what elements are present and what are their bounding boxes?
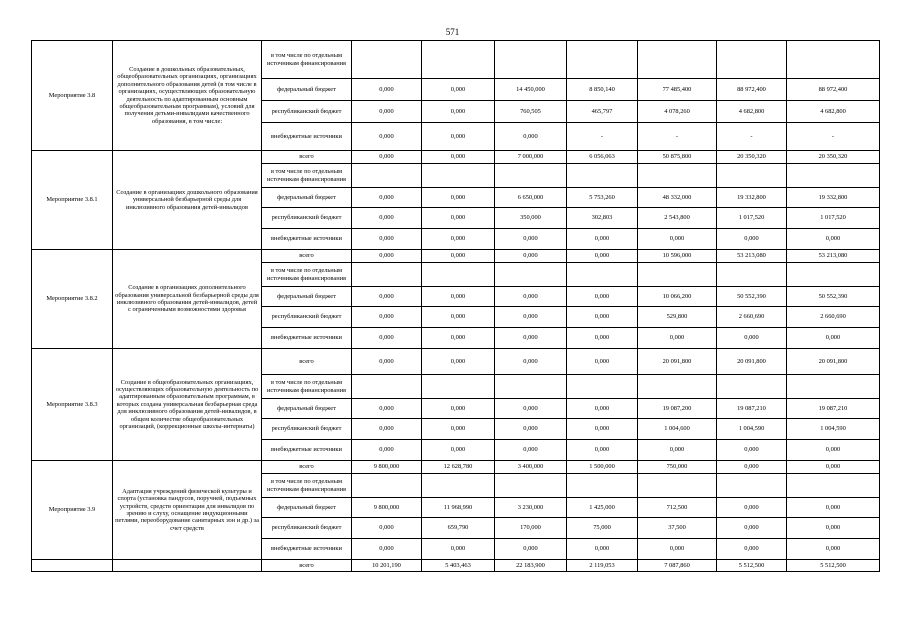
funding-value: 2 660,690 xyxy=(787,307,880,328)
funding-value: 1 004,590 xyxy=(717,419,787,440)
funding-value: 0,000 xyxy=(352,229,422,250)
funding-value xyxy=(352,41,422,79)
funding-value: 48 332,000 xyxy=(638,188,717,208)
funding-value: 0,000 xyxy=(422,328,495,349)
funding-source: всего xyxy=(262,560,352,572)
table-row xyxy=(32,250,880,263)
funding-value: 0,000 xyxy=(352,250,422,263)
funding-value: 0,000 xyxy=(352,399,422,419)
funding-value: 9 800,000 xyxy=(352,461,422,474)
activity-label xyxy=(32,560,113,572)
funding-value: 0,000 xyxy=(422,208,495,229)
funding-value: 22 183,900 xyxy=(495,560,567,572)
funding-value xyxy=(352,474,422,498)
funding-value: 0,000 xyxy=(422,188,495,208)
funding-source: всего xyxy=(262,349,352,375)
funding-value: 50 552,390 xyxy=(717,287,787,307)
funding-value xyxy=(567,474,638,498)
funding-value xyxy=(567,263,638,287)
funding-value: 0,000 xyxy=(567,250,638,263)
funding-value: 0,000 xyxy=(567,328,638,349)
funding-value: 4 682,800 xyxy=(717,101,787,123)
funding-value: 10 201,190 xyxy=(352,560,422,572)
funding-source: в том числе по отдельным источникам финансирования xyxy=(262,474,352,498)
funding-value: 0,000 xyxy=(638,440,717,461)
funding-value: 0,000 xyxy=(352,539,422,560)
funding-source: республиканский бюджет xyxy=(262,307,352,328)
funding-value: 0,000 xyxy=(495,349,567,375)
funding-value: 0,000 xyxy=(787,539,880,560)
funding-value xyxy=(495,474,567,498)
funding-value: 0,000 xyxy=(717,229,787,250)
funding-value: 170,000 xyxy=(495,518,567,539)
funding-value: 75,000 xyxy=(567,518,638,539)
funding-source: внебюджетные источники xyxy=(262,539,352,560)
funding-value: 0,000 xyxy=(422,151,495,164)
funding-value: 88 972,400 xyxy=(717,79,787,101)
funding-value: 0,000 xyxy=(495,250,567,263)
funding-source: внебюджетные источники xyxy=(262,123,352,151)
funding-value: 0,000 xyxy=(422,399,495,419)
funding-value: 2 119,053 xyxy=(567,560,638,572)
funding-value: 712,500 xyxy=(638,498,717,518)
funding-value: 0,000 xyxy=(352,79,422,101)
funding-value: 0,000 xyxy=(422,287,495,307)
funding-value: 3 230,000 xyxy=(495,498,567,518)
table-row xyxy=(32,461,880,474)
funding-value: 0,000 xyxy=(567,349,638,375)
funding-value xyxy=(717,41,787,79)
funding-value: 7 087,860 xyxy=(638,560,717,572)
funding-value: 0,000 xyxy=(422,123,495,151)
funding-value: 0,000 xyxy=(567,399,638,419)
funding-value: 12 628,780 xyxy=(422,461,495,474)
funding-value: 19 087,210 xyxy=(717,399,787,419)
funding-value: 5 512,500 xyxy=(787,560,880,572)
funding-source: республиканский бюджет xyxy=(262,518,352,539)
funding-value xyxy=(495,41,567,79)
funding-value: 0,000 xyxy=(352,349,422,375)
funding-value: 11 968,990 xyxy=(422,498,495,518)
funding-value: 19 332,800 xyxy=(717,188,787,208)
funding-value xyxy=(352,164,422,188)
funding-value: - xyxy=(638,123,717,151)
funding-value: 5 512,500 xyxy=(717,560,787,572)
funding-value: 20 091,800 xyxy=(787,349,880,375)
funding-value: 77 485,400 xyxy=(638,79,717,101)
funding-value: 2 660,690 xyxy=(717,307,787,328)
funding-value: 20 350,320 xyxy=(717,151,787,164)
funding-value: 0,000 xyxy=(352,518,422,539)
funding-source: всего xyxy=(262,461,352,474)
funding-source: федеральный бюджет xyxy=(262,399,352,419)
funding-value: 0,000 xyxy=(422,79,495,101)
funding-value: - xyxy=(567,123,638,151)
funding-value: 5 403,463 xyxy=(422,560,495,572)
activity-label: Мероприятие 3.8.2 xyxy=(32,250,113,349)
funding-value: 4 682,800 xyxy=(787,101,880,123)
funding-value: 0,000 xyxy=(787,498,880,518)
funding-value: 0,000 xyxy=(352,101,422,123)
funding-value: 0,000 xyxy=(422,539,495,560)
funding-value: 0,000 xyxy=(352,151,422,164)
funding-value xyxy=(717,375,787,399)
funding-value: 0,000 xyxy=(567,307,638,328)
funding-value xyxy=(787,474,880,498)
funding-value: 0,000 xyxy=(495,419,567,440)
funding-source: республиканский бюджет xyxy=(262,208,352,229)
funding-value: 1 004,600 xyxy=(638,419,717,440)
funding-value: 302,803 xyxy=(567,208,638,229)
funding-value: 19 087,210 xyxy=(787,399,880,419)
activity-label: Мероприятие 3.8.1 xyxy=(32,151,113,250)
funding-value: 7 000,000 xyxy=(495,151,567,164)
funding-value: 0,000 xyxy=(352,419,422,440)
funding-source: республиканский бюджет xyxy=(262,101,352,123)
funding-value xyxy=(638,164,717,188)
funding-source: в том числе по отдельным источникам финансирования xyxy=(262,375,352,399)
funding-value: 659,790 xyxy=(422,518,495,539)
funding-value: 50 875,800 xyxy=(638,151,717,164)
funding-value: 760,505 xyxy=(495,101,567,123)
funding-source: внебюджетные источники xyxy=(262,440,352,461)
funding-value xyxy=(787,375,880,399)
funding-value xyxy=(717,474,787,498)
funding-value xyxy=(352,263,422,287)
funding-value xyxy=(352,375,422,399)
funding-value: 0,000 xyxy=(422,101,495,123)
funding-value: 0,000 xyxy=(567,419,638,440)
table-row xyxy=(32,41,880,79)
funding-value xyxy=(422,375,495,399)
funding-value: - xyxy=(787,123,880,151)
funding-value: 4 078,260 xyxy=(638,101,717,123)
funding-source: в том числе по отдельным источникам финансирования xyxy=(262,263,352,287)
funding-value: 53 213,080 xyxy=(717,250,787,263)
funding-value xyxy=(422,164,495,188)
funding-value: 1 004,590 xyxy=(787,419,880,440)
activity-description: Создание в дошкольных образовательных, общеобразовательных организациях, организациях дополнительного образования детей (в том числе в организациях, осуществляющих образовательную деятельность по адаптированным основным общеобразовательным программам), условий для получения детьми-инвалидами качественного образования, в том числе: xyxy=(113,41,262,151)
activity-description: Создание в организациях дошкольного образования универсальной безбарьерной среды для инклюзивного образования детей-инвалидов xyxy=(113,151,262,250)
funding-value: - xyxy=(717,123,787,151)
funding-value xyxy=(495,263,567,287)
funding-value xyxy=(787,41,880,79)
funding-value: 8 850,140 xyxy=(567,79,638,101)
funding-value: 0,000 xyxy=(422,349,495,375)
funding-value xyxy=(638,375,717,399)
activity-label: Мероприятие 3.9 xyxy=(32,461,113,560)
funding-value: 0,000 xyxy=(352,440,422,461)
funding-value: 0,000 xyxy=(567,539,638,560)
funding-value: 0,000 xyxy=(717,328,787,349)
budget-table xyxy=(31,40,880,572)
funding-source: в том числе по отдельным источникам финансирования xyxy=(262,164,352,188)
funding-value: 0,000 xyxy=(567,287,638,307)
funding-value: 0,000 xyxy=(717,498,787,518)
table-row xyxy=(32,151,880,164)
funding-value: 0,000 xyxy=(717,440,787,461)
funding-value: 14 450,000 xyxy=(495,79,567,101)
funding-value: 50 552,390 xyxy=(787,287,880,307)
funding-value: 2 543,800 xyxy=(638,208,717,229)
funding-value: 0,000 xyxy=(495,440,567,461)
funding-value: 20 091,800 xyxy=(638,349,717,375)
funding-value: 529,800 xyxy=(638,307,717,328)
funding-value xyxy=(717,164,787,188)
funding-value xyxy=(567,164,638,188)
funding-value: 0,000 xyxy=(495,328,567,349)
funding-value: 0,000 xyxy=(352,287,422,307)
funding-value xyxy=(787,164,880,188)
funding-source: в том числе по отдельным источникам финансирования xyxy=(262,41,352,79)
funding-value xyxy=(567,41,638,79)
funding-value: 0,000 xyxy=(638,328,717,349)
funding-value xyxy=(638,474,717,498)
funding-value xyxy=(717,263,787,287)
funding-value xyxy=(422,41,495,79)
funding-source: федеральный бюджет xyxy=(262,188,352,208)
funding-value: 0,000 xyxy=(422,419,495,440)
funding-value: 0,000 xyxy=(787,229,880,250)
funding-source: федеральный бюджет xyxy=(262,498,352,518)
funding-value: 5 753,260 xyxy=(567,188,638,208)
funding-value: 0,000 xyxy=(352,328,422,349)
funding-value: 10 596,000 xyxy=(638,250,717,263)
funding-value: 0,000 xyxy=(495,123,567,151)
funding-source: внебюджетные источники xyxy=(262,328,352,349)
funding-value xyxy=(638,41,717,79)
funding-value: 0,000 xyxy=(422,440,495,461)
funding-value xyxy=(787,263,880,287)
activity-description: Создание в общеобразовательных организациях, осуществляющих образовательную деятельность по адаптированным образовательным программам, в которых создана универсальная безбарьерная среда для инклюзивного образования детей-инвалидов, в общем количестве общеобразовательных организаций, (коррекционные школы-интернаты) xyxy=(113,349,262,461)
funding-value xyxy=(495,375,567,399)
funding-value: 1 425,000 xyxy=(567,498,638,518)
funding-value: 6 650,000 xyxy=(495,188,567,208)
funding-value: 0,000 xyxy=(352,208,422,229)
funding-value: 53 213,080 xyxy=(787,250,880,263)
funding-value: 0,000 xyxy=(717,539,787,560)
funding-value xyxy=(638,263,717,287)
funding-value: 0,000 xyxy=(422,229,495,250)
funding-value: 9 800,000 xyxy=(352,498,422,518)
funding-value: 0,000 xyxy=(787,328,880,349)
funding-value: 3 400,000 xyxy=(495,461,567,474)
funding-value: 88 972,400 xyxy=(787,79,880,101)
funding-source: федеральный бюджет xyxy=(262,79,352,101)
funding-value xyxy=(567,375,638,399)
funding-value: 10 066,200 xyxy=(638,287,717,307)
funding-value: 0,000 xyxy=(495,539,567,560)
funding-value: 0,000 xyxy=(567,229,638,250)
funding-value: 0,000 xyxy=(567,440,638,461)
funding-value xyxy=(422,263,495,287)
activity-label: Мероприятие 3.8.3 xyxy=(32,349,113,461)
activity-description: Создание в организациях дополнительного образования универсальной безбарьерной среды для инклюзивного образования детей-инвалидов, детей с ограниченными возможностями здоровья xyxy=(113,250,262,349)
funding-value: 0,000 xyxy=(422,250,495,263)
funding-source: республиканский бюджет xyxy=(262,419,352,440)
funding-value: 0,000 xyxy=(638,229,717,250)
funding-value: 20 350,320 xyxy=(787,151,880,164)
funding-value: 0,000 xyxy=(422,307,495,328)
table-row xyxy=(32,349,880,375)
funding-value: 0,000 xyxy=(717,518,787,539)
funding-value: 20 091,800 xyxy=(717,349,787,375)
funding-value: 0,000 xyxy=(495,307,567,328)
funding-source: всего xyxy=(262,151,352,164)
table-row xyxy=(32,560,880,572)
activity-description xyxy=(113,560,262,572)
funding-value: 37,500 xyxy=(638,518,717,539)
funding-value: 0,000 xyxy=(787,440,880,461)
funding-value: 0,000 xyxy=(352,307,422,328)
funding-source: федеральный бюджет xyxy=(262,287,352,307)
funding-value: 0,000 xyxy=(717,461,787,474)
funding-source: внебюджетные источники xyxy=(262,229,352,250)
funding-value: 0,000 xyxy=(495,229,567,250)
funding-source: всего xyxy=(262,250,352,263)
funding-value: 1 500,000 xyxy=(567,461,638,474)
funding-value: 1 017,520 xyxy=(717,208,787,229)
funding-value: 0,000 xyxy=(352,188,422,208)
funding-value: 0,000 xyxy=(787,518,880,539)
funding-value xyxy=(422,474,495,498)
funding-value: 350,000 xyxy=(495,208,567,229)
funding-value: 0,000 xyxy=(495,399,567,419)
funding-value: 19 332,800 xyxy=(787,188,880,208)
funding-value: 0,000 xyxy=(495,287,567,307)
funding-value: 0,000 xyxy=(638,539,717,560)
funding-value: 0,000 xyxy=(787,461,880,474)
activity-description: Адаптация учреждений физической культуры и спорта (установка пандусов, поручней, подъемных устройств, средств ориентации для инвалидов по зрению и слуху, оснащение индукционными петлями, переоборудование санитарных зон и др.) за счет средств xyxy=(113,461,262,560)
activity-label: Мероприятие 3.8 xyxy=(32,41,113,151)
funding-value: 19 087,200 xyxy=(638,399,717,419)
funding-value: 0,000 xyxy=(352,123,422,151)
page-number: 571 xyxy=(445,27,460,37)
funding-value: 750,000 xyxy=(638,461,717,474)
funding-value: 1 017,520 xyxy=(787,208,880,229)
funding-value xyxy=(495,164,567,188)
funding-value: 6 056,063 xyxy=(567,151,638,164)
funding-value: 465,797 xyxy=(567,101,638,123)
